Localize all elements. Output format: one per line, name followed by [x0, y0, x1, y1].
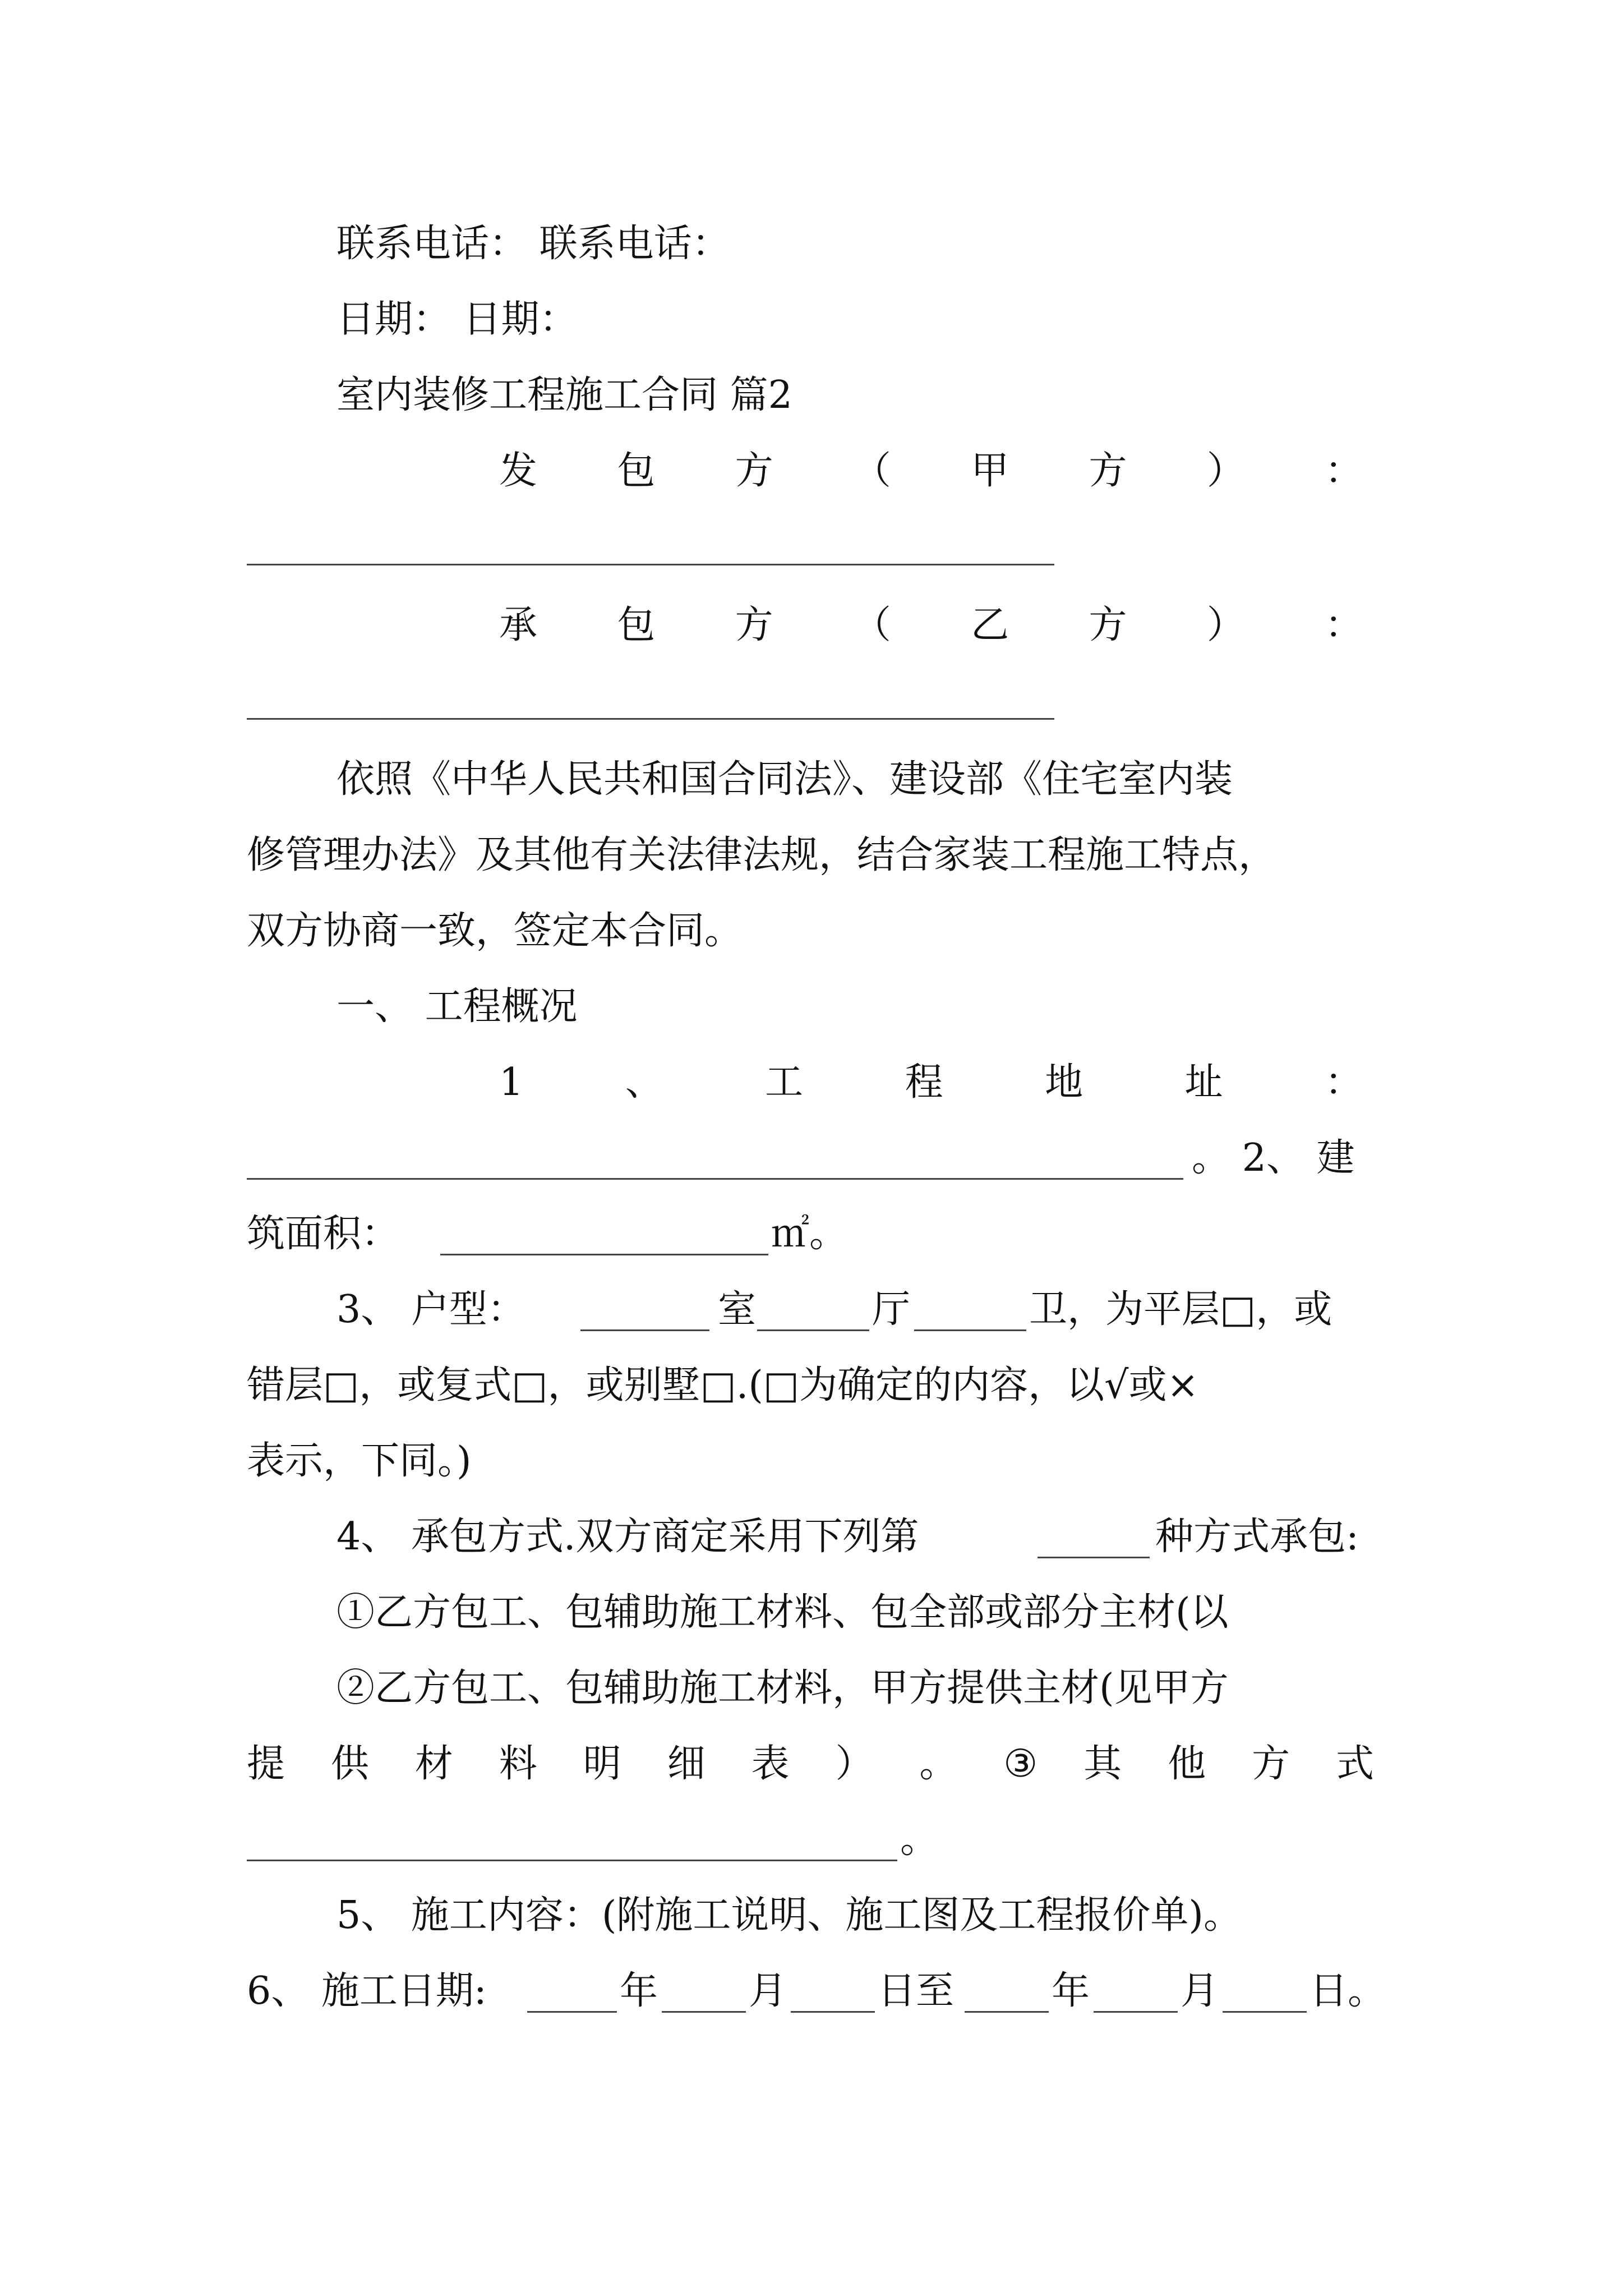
item-6-day-1: 日至: [878, 1969, 955, 2013]
item-6-end-day-blank: [1223, 2011, 1307, 2013]
item-6-end-month-blank: [1094, 2011, 1178, 2013]
contract-title: 室内装修工程施工合同 篇2: [336, 373, 792, 417]
item-4-method-blank: [1038, 1557, 1150, 1558]
party-a-blank-line: [247, 564, 1054, 565]
party-b-blank-line: [247, 718, 1054, 720]
item-3-line-2: 错层□，或复式□，或别墅□.(□为确定的内容，以√或×: [247, 1363, 1199, 1407]
intro-line-1: 依照《中华人民共和国合同法》、建设部《住宅室内装: [336, 757, 1233, 802]
item-6-month-2: 月: [1181, 1969, 1219, 2013]
item-6-day-2: 日。: [1310, 1969, 1386, 2013]
intro-line-3: 双方协商一致，签定本合同。: [247, 909, 743, 953]
item-6-month-1: 月: [749, 1969, 787, 2013]
item-3-room-blank: [580, 1329, 709, 1331]
item-1-address-label: 1 、 工 程 地 址 ：: [499, 1060, 1363, 1105]
item-6-date-label: 6、 施工日期:: [247, 1969, 487, 2013]
item-3-bath-blank: [914, 1329, 1026, 1331]
item-3-line-3: 表示，下同。): [247, 1439, 472, 1483]
item-3-room: 室: [718, 1287, 757, 1332]
item-4-contract-method-suffix: 种方式承包:: [1155, 1515, 1359, 1559]
item-3-hall: 厅: [872, 1287, 911, 1332]
item-4-option-1: ①乙方包工、包辅助施工材料、包全部或部分主材(以: [336, 1590, 1229, 1635]
item-4-option-3-blank: [247, 1860, 897, 1861]
item-2-prefix: 。 2、 建: [1192, 1136, 1355, 1180]
item-6-end-year-blank: [965, 2011, 1049, 2013]
party-b-label: 承 包 方 （ 乙 方 ） ：: [499, 603, 1363, 647]
item-3-hall-blank: [757, 1329, 869, 1331]
item-1-address-blank: [247, 1178, 1183, 1180]
contact-phone-line: 联系电话： 联系电话：: [336, 222, 730, 266]
item-6-year-1: 年: [620, 1969, 658, 2013]
item-2-area-blank: [440, 1254, 768, 1255]
contact-date-line: 日期： 日期：: [336, 297, 578, 342]
item-6-start-day-blank: [791, 2011, 875, 2013]
intro-line-2: 修管理办法》及其他有关法律法规，结合家装工程施工特点，: [247, 833, 1277, 877]
party-a-label: 发 包 方 （ 甲 方 ） ：: [499, 449, 1363, 493]
item-2-area-label: 筑面积：: [247, 1212, 400, 1256]
item-3-layout-label: 3、 户型：: [336, 1287, 525, 1332]
item-6-start-year-blank: [527, 2011, 617, 2013]
item-5-construction-content: 5、 施工内容：(附施工说明、施工图及工程报价单)。: [336, 1893, 1242, 1938]
item-6-year-2: 年: [1052, 1969, 1090, 2013]
item-4-option-3-end: 。: [900, 1818, 939, 1862]
item-4-option-3-line: 提 供 材 料 明 细 表 ） 。 ③ 其 他 方 式: [247, 1742, 1374, 1786]
item-4-contract-method-prefix: 4、 承包方式.双方商定采用下列第: [336, 1515, 919, 1559]
item-3-bath-text: 卫，为平层□，或: [1029, 1287, 1332, 1332]
item-6-start-month-blank: [662, 2011, 746, 2013]
item-2-area-unit: ㎡。: [771, 1212, 848, 1256]
item-4-option-2: ②乙方包工、包辅助施工材料，甲方提供主材(见甲方: [336, 1666, 1229, 1710]
section-1-heading: 一、 工程概况: [336, 984, 578, 1029]
